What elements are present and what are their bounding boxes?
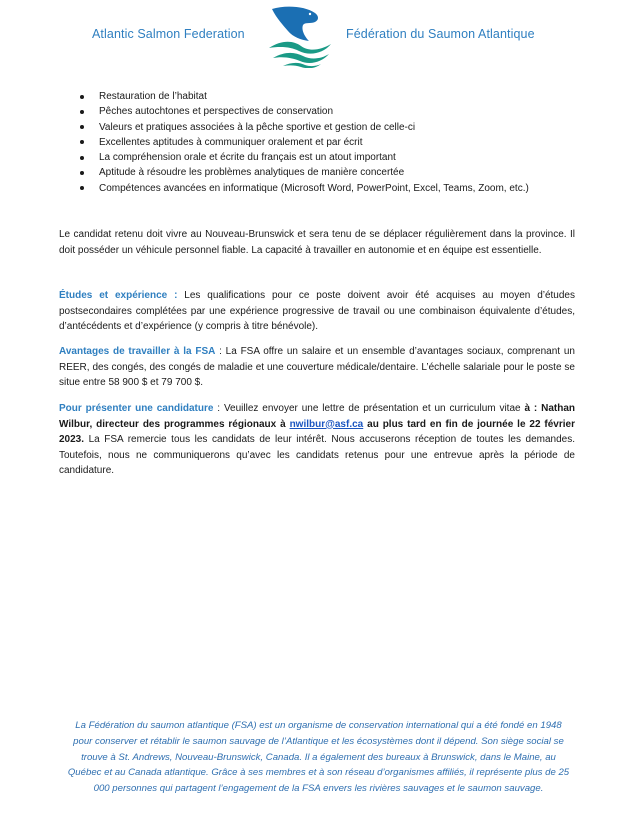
organization-footer: La Fédération du saumon atlantique (FSA) est un organisme de conservation international qui a été fondé en 1948 pour conserver et rétablir le saumon sauvage de l’Atlantique et les écosystèmes dont il dépend. Son siège social se trouve à St. Andrews, Nouveau-Brunswick, Canada. Il a également des bureaux à Brunswick, dans le Maine, au Québec et au Canada atlantique. Grâce à ses membres et à son réseau d’organismes affiliés, il représente plus de 25 000 personnes qui partagent l’engagement de la FSA envers les rivières sauvages et le saumon sauvage.	[67, 720, 570, 795]
bullet-icon	[80, 186, 84, 190]
bullet-icon	[80, 110, 84, 114]
skills-list	[78, 89, 608, 196]
benefits-heading: Avantages de travailler à la FSA	[59, 346, 216, 357]
apply-closing: La FSA remercie tous les candidats de leur intérêt. Nous accuserons réception de toutes les demandes. Toutefois, nous ne communiquerons qu’avec les candidats retenus pour une entrevue après la période de candidature.	[59, 434, 575, 476]
education-heading: Études et expérience :	[59, 290, 178, 301]
list-item: La compréhension orale et écrite du français est un atout important	[78, 150, 608, 165]
list-item: Excellentes aptitudes à communiquer oralement et par écrit	[78, 135, 608, 150]
bullet-icon	[80, 140, 84, 144]
list-item: Valeurs et pratiques associées à la pêche sportive et gestion de celle-ci	[78, 120, 608, 135]
bullet-icon	[80, 171, 84, 175]
apply-heading: Pour présenter une candidature	[59, 403, 214, 414]
letterhead	[0, 0, 635, 78]
org-name-french: Fédération du Saumon Atlantique	[346, 27, 535, 41]
org-name-english: Atlantic Salmon Federation	[92, 27, 245, 41]
list-item: Pêches autochtones et perspectives de conservation	[78, 104, 608, 119]
list-item: Restauration de l’habitat	[78, 89, 608, 104]
apply-text: : Veuillez envoyer une lettre de présentation et un curriculum vitae	[213, 403, 525, 414]
apply-paragraph	[59, 401, 575, 479]
residence-paragraph: Le candidat retenu doit vivre au Nouveau-Brunswick et sera tenu de se déplacer régulièrement dans la province. Il doit posséder un véhicule personnel fiable. La capacité à travailler en autonomie et en équipe est essentielle.	[59, 229, 575, 256]
benefits-paragraph	[59, 344, 575, 391]
education-text: Les qualifications pour ce poste doivent avoir été acquises au moyen d’études postsecondaires complétées par une expérience progressive de travail ou une combinaison équivalente d’études, d’antécédents et d’expérience (y compris à titre bénévole).	[59, 290, 575, 332]
education-paragraph	[59, 288, 575, 335]
apply-deadline: au plus tard en fin de journée le 22 février 2023.	[59, 418, 575, 445]
bullet-icon	[80, 156, 84, 160]
list-item: Compétences avancées en informatique (Microsoft Word, PowerPoint, Excel, Teams, Zoom, etc.)	[78, 181, 608, 196]
apply-contact: à : Nathan Wilbur, directeur des programmes régionaux à	[59, 403, 575, 430]
list-item: Aptitude à résoudre les problèmes analytiques de manière concertée	[78, 165, 608, 180]
bullet-icon	[80, 125, 84, 129]
salmon-waves-icon	[263, 4, 335, 68]
benefits-text: : La FSA offre un salaire et un ensemble d’avantages sociaux, comprenant un REER, des congés, des congés de maladie et une couverture médicale/dentaire. L’échelle salariale pour le poste se situe entre 58 900 $ et 79 700 $.	[59, 346, 575, 388]
bullet-icon	[80, 95, 84, 99]
email-link[interactable]: nwilbur@asf.ca	[289, 418, 364, 430]
